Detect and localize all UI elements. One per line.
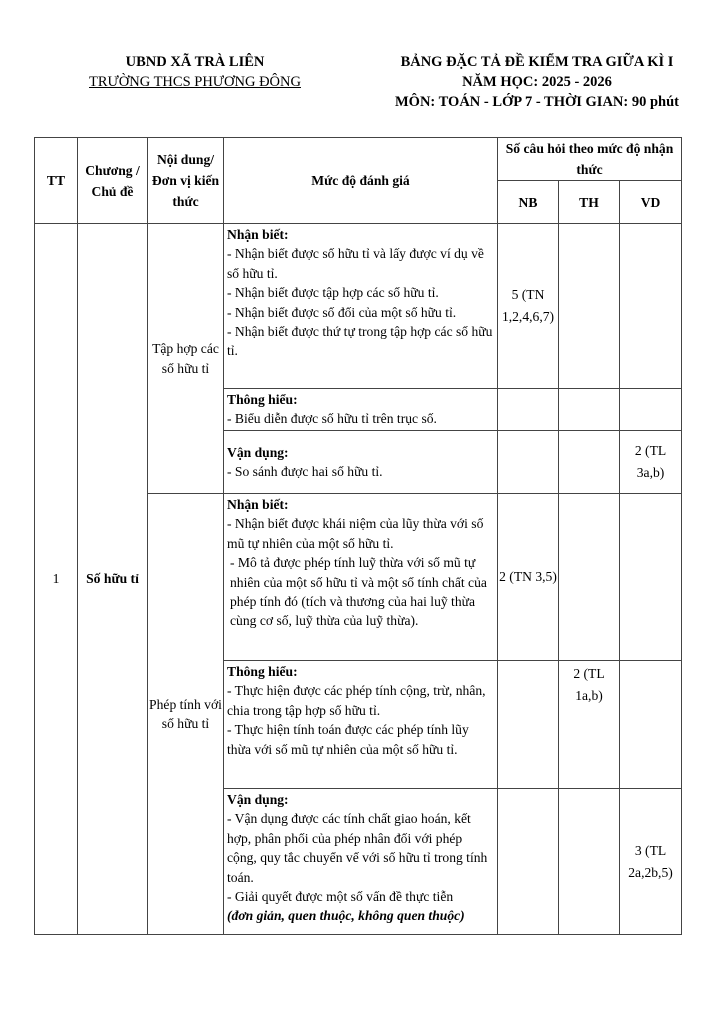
level-label: Thông hiểu: [227,664,298,679]
specification-table [34,137,682,935]
nb-count: 2 (TN 3,5) [498,494,559,661]
chapter-cell: Số hữu tỉ [78,224,148,935]
header-left [60,52,330,92]
vd-count [620,661,682,789]
level-label: Vận dụng: [227,792,289,807]
level-description [224,389,498,431]
criterion-line: - Mô tả được phép tính luỹ thừa với số mũ tự nhiên của một số hữu tỉ và một số tính chất của phép tính đó (tích và thương của hai luỹ thừa cùng cơ số, luỹ thừa của luỹ thừa). [230,555,487,629]
header-th: TH [559,181,620,224]
criterion-line: - Thực hiện tính toán được các phép tính lũy thừa với số mũ tự nhiên của một số hữu tỉ. [227,722,469,757]
criterion-line: - Nhận biết được khái niệm của lũy thừa với số mũ tự nhiên của một số hữu tỉ. [227,516,484,551]
header-nb: NB [498,181,559,224]
level-label: Vận dụng: [227,444,289,460]
header-content: Nội dung/Đơn vị kiến thức [148,138,224,224]
th-count [559,789,620,935]
criterion-line: - Biểu diễn được số hữu tỉ trên trục số. [227,411,437,427]
criterion-line: - Nhận biết được tập hợp các số hữu tỉ. [227,285,439,301]
header-chapter: Chương / Chủ đề [78,138,148,224]
nb-count [498,389,559,431]
criterion-line: - Vận dụng được các tính chất giao hoán, kết hợp, phân phối của phép nhân đối với phép cộng, quy tắc chuyển vế với số hữu tỉ trong tính toán. [227,811,488,885]
th-count [559,224,620,389]
school-year: NĂM HỌC: 2025 - 2026 [462,74,612,90]
vd-count: 2 (TL 3a,b) [620,431,682,494]
criterion-line: - Nhận biết được số hữu tỉ và lấy được ví dụ về số hữu tỉ. [227,246,484,281]
school-name: TRƯỜNG THCS PHƯƠNG ĐÔNG [89,74,301,90]
table-row [35,224,682,389]
level-description [224,224,498,389]
nb-count: 5 (TN 1,2,4,6,7) [498,224,559,389]
vd-count [620,389,682,431]
level-label: Thông hiểu: [227,392,298,407]
nb-count [498,431,559,494]
authority-name: UBND XÃ TRÀ LIÊN [125,54,265,70]
criterion-line: - Thực hiện được các phép tính cộng, trừ, nhân, chia trong tập hợp số hữu tỉ. [227,683,486,718]
nb-count [498,661,559,789]
nb-count [498,789,559,935]
header-level: Mức độ đánh giá [224,138,498,224]
subject-info: MÔN: TOÁN - LỚP 7 - THỜI GIAN: 90 phút [395,94,679,110]
criterion-emphasis: (đơn giản, quen thuộc, không quen thuộc) [227,908,465,924]
level-label: Nhận biết: [227,497,289,512]
document-title: BẢNG ĐẶC TẢ ĐỀ KIỂM TRA GIỮA KÌ I [400,54,674,70]
level-description [224,431,498,494]
header-questions: Số câu hỏi theo mức độ nhận thức [498,138,682,181]
level-label: Nhận biết: [227,227,289,242]
th-count [559,494,620,661]
unit-name: Phép tính với số hữu tỉ [148,494,224,935]
vd-count [620,494,682,661]
header-vd: VD [620,181,682,224]
criterion-line: - Giải quyết được một số vấn đề thực tiễn [227,889,454,905]
th-count: 2 (TL 1a,b) [559,661,620,789]
header-right [378,52,696,112]
level-description [224,661,498,789]
th-count [559,389,620,431]
th-count [559,431,620,494]
criterion-line: - Nhận biết được thứ tự trong tập hợp các số hữu tỉ. [227,324,493,359]
level-description [224,789,498,935]
vd-count: 3 (TL 2a,2b,5) [620,789,682,935]
unit-name: Tập hợp các số hữu tỉ [148,224,224,494]
criterion-line: - So sánh được hai số hữu tỉ. [227,464,383,479]
criterion-line: - Nhận biết được số đối của một số hữu tỉ. [227,304,457,320]
vd-count [620,224,682,389]
level-description [224,494,498,661]
tt-cell: 1 [35,224,78,935]
header-tt: TT [35,138,78,224]
